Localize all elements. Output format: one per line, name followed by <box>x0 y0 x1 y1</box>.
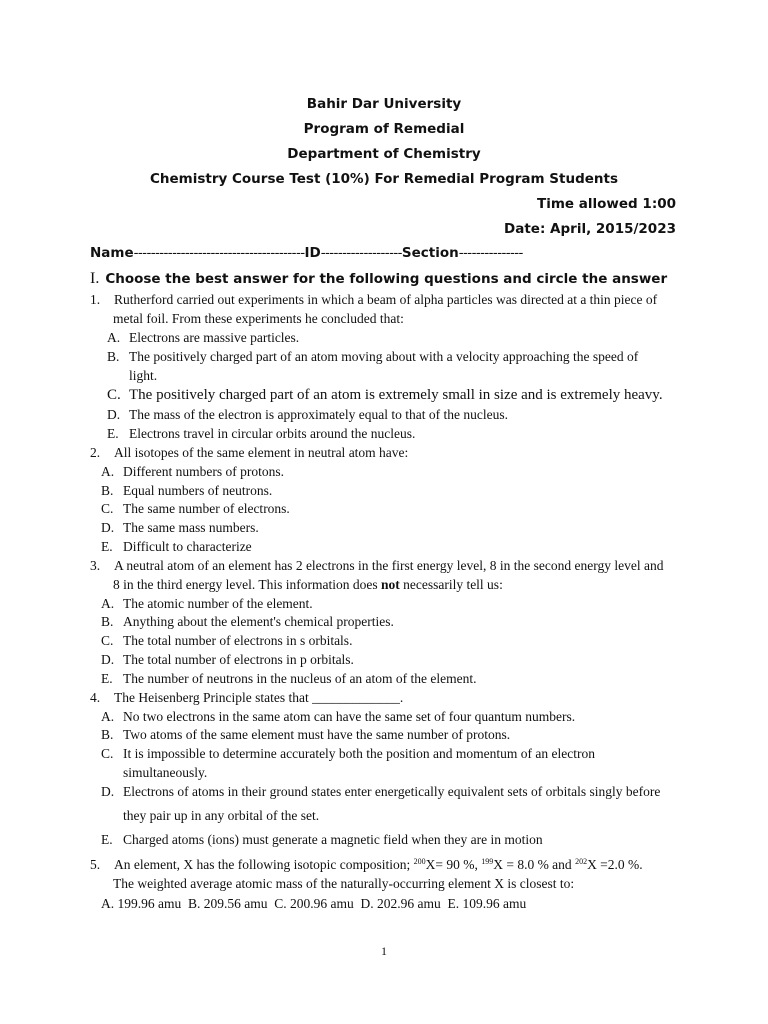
option-5a[interactable]: A. 199.96 amu <box>101 896 182 911</box>
option-1d[interactable]: D. The mass of the electron is approximately equal to that of the nucleus. <box>107 407 509 422</box>
page-number: 1 <box>381 944 387 958</box>
question-number: 5. <box>90 857 101 872</box>
option-3e[interactable]: E. The number of neutrons in the nucleus of an atom of the element. <box>101 671 477 686</box>
option-5e[interactable]: E. 109.96 amu <box>447 896 527 911</box>
option-5c[interactable]: C. 200.96 amu <box>274 896 354 911</box>
option-4c[interactable]: C. It is impossible to determine accurately both the position and momentum of an electron <box>101 746 596 761</box>
test-date: Date: April, 2015/2023 <box>504 221 676 237</box>
isotope-mass-199: 199 <box>481 857 494 866</box>
question-number: 4. <box>90 690 101 705</box>
option-2a[interactable]: A. Different numbers of protons. <box>101 464 284 479</box>
option-2e[interactable]: E. Difficult to characterize <box>101 539 252 554</box>
id-label: ID <box>304 245 321 261</box>
option-4b[interactable]: B. Two atoms of the same element must have the same number of protons. <box>101 727 511 742</box>
section-label: Section <box>401 245 459 261</box>
option-1b[interactable]: B. The positively charged part of an atom moving about with a velocity approaching the speed of <box>107 349 639 364</box>
question-number: 2. <box>90 445 101 460</box>
option-4d[interactable]: D. Electrons of atoms in their ground states enter energetically equivalent sets of orbitals singly before <box>101 784 661 799</box>
department-name: Department of Chemistry <box>287 146 481 162</box>
question-number: 3. <box>90 558 101 573</box>
option-1c[interactable]: C. The positively charged part of an atom is extremely small in size and is extremely heavy. <box>107 387 663 403</box>
name-label: Name <box>90 245 134 261</box>
question-4-stem: 4. The Heisenberg Principle states that _____________. <box>90 690 404 705</box>
instruction-text: Choose the best answer for the following questions and circle the answer <box>105 271 668 287</box>
option-3a[interactable]: A. The atomic number of the element. <box>101 596 313 611</box>
question-number: 1. <box>90 292 101 307</box>
option-2d[interactable]: D. The same mass numbers. <box>101 520 259 535</box>
section-numeral: I. <box>90 270 100 287</box>
question-3-stem-cont: 8 in the third energy level. This information does not necessarily tell us: <box>113 577 503 592</box>
question-2-stem: 2. All isotopes of the same element in neutral atom have: <box>90 445 409 460</box>
option-3d[interactable]: D. The total number of electrons in p orbitals. <box>101 652 354 667</box>
section-instruction <box>90 270 667 288</box>
time-allowed: Time allowed 1:00 <box>537 196 676 212</box>
question-5-stem-cont: The weighted average atomic mass of the naturally-occurring element X is closest to: <box>113 876 575 891</box>
question-3-stem: 3. A neutral atom of an element has 2 electrons in the first energy level, 8 in the second energy level and <box>90 558 664 573</box>
option-1a[interactable]: A. Electrons are massive particles. <box>107 330 300 345</box>
isotope-mass-202: 202 <box>575 857 588 866</box>
option-2c[interactable]: C. The same number of electrons. <box>101 501 290 516</box>
section-blank[interactable]: --------------- <box>458 245 523 261</box>
option-1e[interactable]: E. Electrons travel in circular orbits around the nucleus. <box>107 426 416 441</box>
university-name: Bahir Dar University <box>306 96 462 112</box>
option-4d-cont: they pair up in any orbital of the set. <box>123 808 320 823</box>
test-title: Chemistry Course Test (10%) For Remedial Program Students <box>149 171 618 187</box>
option-3b[interactable]: B. Anything about the element's chemical properties. <box>101 614 394 629</box>
option-2b[interactable]: B. Equal numbers of neutrons. <box>101 483 273 498</box>
isotope-mass-200: 200 <box>413 857 426 866</box>
program-name: Program of Remedial <box>303 121 465 137</box>
question-1-stem: 1. Rutherford carried out experiments in which a beam of alpha particles was directed at a thin piece of <box>90 292 658 307</box>
option-4a[interactable]: A. No two electrons in the same atom can have the same set of four quantum numbers. <box>101 709 576 724</box>
question-1-stem-cont: metal foil. From these experiments he concluded that: <box>113 311 404 326</box>
student-info-line <box>90 245 523 261</box>
question-5-options <box>101 896 526 912</box>
option-5b[interactable]: B. 209.56 amu <box>188 896 268 911</box>
question-5-stem: 5. An element, X has the following isotopic composition; $^{200}$X= 90 %, $^{199}$X = 8.0 % and $^{202}$X =2.0 %. <box>90 857 643 872</box>
emphasis-not: not <box>380 577 400 592</box>
option-5d[interactable]: D. 202.96 amu <box>360 896 441 911</box>
name-blank[interactable]: ---------------------------------------- <box>133 245 305 261</box>
option-3c[interactable]: C. The total number of electrons in s orbitals. <box>101 633 353 648</box>
id-blank[interactable]: ------------------- <box>320 245 402 261</box>
option-1b-cont: light. <box>129 368 158 383</box>
option-4e[interactable]: E. Charged atoms (ions) must generate a magnetic field when they are in motion <box>101 832 543 847</box>
option-4c-cont: simultaneously. <box>123 765 208 780</box>
